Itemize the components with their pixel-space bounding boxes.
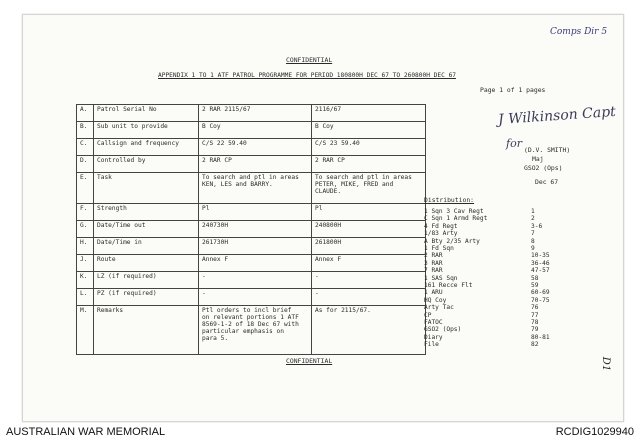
table-row: [77, 306, 426, 355]
row-value-2115: 240730H: [199, 221, 312, 238]
distribution-copy-numbers: 47-57: [531, 267, 550, 275]
patrol-table: [76, 104, 426, 355]
row-letter: D.: [77, 156, 94, 173]
distribution-item: [424, 312, 574, 319]
row-value-2116: Annex F: [312, 255, 426, 272]
table-row: [77, 289, 426, 306]
side-mark: D1: [600, 356, 612, 372]
row-value-2115: C/S 22 59.40: [199, 139, 312, 156]
footer-classification: CONFIDENTIAL: [286, 357, 333, 365]
distribution-item: [424, 260, 574, 267]
distribution-copy-numbers: 70-75: [531, 296, 550, 304]
row-value-2115: -: [199, 289, 312, 306]
table-row: [77, 122, 426, 139]
distribution-copy-numbers: 79: [531, 326, 539, 334]
distribution-item: [424, 341, 574, 348]
table-row: [77, 156, 426, 173]
row-value-2116: 2 RAR CP: [312, 156, 426, 173]
handwritten-signature: J Wilkinson Capt: [497, 103, 617, 129]
row-value-2116: -: [312, 289, 426, 306]
signature-for-mark: for: [506, 137, 522, 150]
distribution-copy-numbers: 8: [531, 237, 535, 245]
row-value-2116: -: [312, 272, 426, 289]
row-value-2115: -: [199, 272, 312, 289]
page-info: Page 1 of 1 pages: [480, 86, 546, 94]
document-title: APPENDIX 1 TO 1 ATF PATROL PROGRAMME FOR PERIOD 180800H DEC 67 TO 260800H DEC 67: [158, 72, 457, 79]
row-value-2116: C/S 23 59.40: [312, 139, 426, 156]
table-row: [77, 139, 426, 156]
distribution-copy-numbers: 58: [531, 274, 539, 282]
distribution-item: [424, 223, 574, 230]
distribution-recipient: 161 Recce Flt: [424, 282, 473, 289]
distribution-copy-numbers: 10-35: [531, 252, 550, 260]
distribution-recipient: GSO2 (Ops): [424, 326, 462, 334]
row-label: Patrol Serial No: [94, 105, 199, 122]
distribution-recipient: 1 SAS Sqn: [424, 274, 458, 282]
row-letter: F.: [77, 204, 94, 221]
distribution-recipient: 4 Fd Regt: [424, 222, 458, 230]
distribution-recipient: FATOC: [424, 319, 443, 326]
signatory-name: (D.V. SMITH): [524, 146, 571, 154]
distribution-item: [424, 289, 574, 296]
distribution-recipient: A Bty 2/35 Arty: [424, 237, 480, 245]
table-row: [77, 105, 426, 122]
distribution-recipient: 1 Sqn 3 Cav Regt: [424, 208, 484, 215]
archive-name: AUSTRALIAN WAR MEMORIAL: [6, 426, 166, 438]
row-value-2115: 261730H: [199, 238, 312, 255]
distribution-recipient: 1 Fd Sqn: [424, 245, 454, 252]
distribution-item: [424, 252, 574, 259]
distribution-copy-numbers: 76: [531, 304, 539, 312]
row-value-2115: Annex F: [199, 255, 312, 272]
row-letter: L.: [77, 289, 94, 306]
row-letter: A.: [77, 105, 94, 122]
archive-footer: [0, 424, 640, 440]
row-label: Controlled by: [94, 156, 199, 173]
row-label: LZ (if required): [94, 272, 199, 289]
row-letter: J.: [77, 255, 94, 272]
distribution-recipient: Diary: [424, 333, 443, 341]
distribution-item: [424, 319, 574, 326]
table-row: [77, 238, 426, 255]
row-value-2115: 2 RAR CP: [199, 156, 312, 173]
table-row: [77, 221, 426, 238]
distribution-copy-numbers: 36-46: [531, 259, 550, 267]
distribution-item: [424, 230, 574, 237]
archive-id: RCDIG1029940: [555, 426, 634, 438]
distribution-recipient: File: [424, 341, 439, 349]
distribution-recipient: Arty Tac: [424, 304, 454, 312]
distribution-copy-numbers: 9: [531, 245, 535, 252]
distribution-copy-numbers: 77: [531, 311, 539, 319]
distribution-recipient: 1/83 Arty: [424, 230, 458, 238]
row-letter: B.: [77, 122, 94, 139]
distribution-recipient: HQ Coy: [424, 296, 447, 304]
header-classification: CONFIDENTIAL: [286, 56, 333, 64]
row-label: Sub unit to provide: [94, 122, 199, 139]
row-value-2116: To search and ptl in areas PETER, MIKE, FRED and CLAUDE.: [312, 173, 426, 204]
distribution-copy-numbers: 80-81: [531, 333, 550, 341]
distribution-copy-numbers: 59: [531, 282, 539, 289]
row-value-2116: 261800H: [312, 238, 426, 255]
distribution-item: [424, 238, 574, 245]
distribution-item: [424, 245, 574, 252]
table-row: [77, 272, 426, 289]
row-value-2116: Pl: [312, 204, 426, 221]
distribution-item: [424, 282, 574, 289]
row-label: Date/Time in: [94, 238, 199, 255]
distribution-item: [424, 334, 574, 341]
table-row: [77, 255, 426, 272]
row-value-2115: To search and ptl in areas KEN, LES and BARRY.: [199, 173, 312, 204]
distribution-recipient: 7 RAR: [424, 267, 443, 275]
row-value-2116: 240800H: [312, 221, 426, 238]
row-value-2115: Pl: [199, 204, 312, 221]
row-value-2116: B Coy: [312, 122, 426, 139]
distribution-copy-numbers: 82: [531, 341, 539, 349]
distribution-copy-numbers: 1: [531, 208, 535, 215]
distribution-heading: Distribution:: [424, 196, 475, 204]
row-value-2116: 2116/67: [312, 105, 426, 122]
handwritten-stamp: Comps Dir 5: [550, 27, 608, 37]
row-label: Date/Time out: [94, 221, 199, 238]
signature-date: Dec 67: [535, 178, 559, 186]
row-letter: K.: [77, 272, 94, 289]
signatory-rank: Maj: [532, 155, 544, 163]
row-label: Remarks: [94, 306, 199, 355]
row-label: Callsign and frequency: [94, 139, 199, 156]
distribution-copy-numbers: 60-69: [531, 289, 550, 297]
row-letter: E.: [77, 173, 94, 204]
distribution-item: [424, 304, 574, 311]
row-letter: M.: [77, 306, 94, 355]
distribution-copy-numbers: 7: [531, 230, 535, 238]
distribution-recipient: CP: [424, 311, 432, 319]
table-row: [77, 204, 426, 221]
distribution-recipient: 3 RAR: [424, 259, 443, 267]
distribution-recipient: 1 ARU: [424, 289, 443, 297]
table-row: [77, 173, 426, 204]
row-label: PZ (if required): [94, 289, 199, 306]
signatory-appointment: GSO2 (Ops): [524, 164, 563, 172]
row-label: Strength: [94, 204, 199, 221]
distribution-copy-numbers: 3-6: [531, 222, 543, 230]
distribution-recipient: C Sqn 1 Armd Regt: [424, 215, 488, 223]
row-label: Route: [94, 255, 199, 272]
row-value-2116: As for 2115/67.: [312, 306, 426, 355]
row-value-2115: B Coy: [199, 122, 312, 139]
row-letter: C.: [77, 139, 94, 156]
row-value-2115: 2 RAR 2115/67: [199, 105, 312, 122]
row-value-2115: Ptl orders to incl brief on relevant portions 1 ATF 8569-1-2 of 18 Dec 67 with particular emphasis on para 5.: [199, 306, 312, 355]
distribution-item: [424, 275, 574, 282]
row-label: Task: [94, 173, 199, 204]
distribution-recipient: 2 RAR: [424, 252, 443, 260]
row-letter: G.: [77, 221, 94, 238]
row-letter: H.: [77, 238, 94, 255]
distribution-item: [424, 208, 574, 215]
distribution-copy-numbers: 2: [531, 215, 535, 223]
distribution-item: [424, 215, 574, 222]
distribution-copy-numbers: 78: [531, 319, 539, 326]
distribution-item: [424, 267, 574, 274]
distribution-item: [424, 297, 574, 304]
distribution-item: [424, 326, 574, 333]
